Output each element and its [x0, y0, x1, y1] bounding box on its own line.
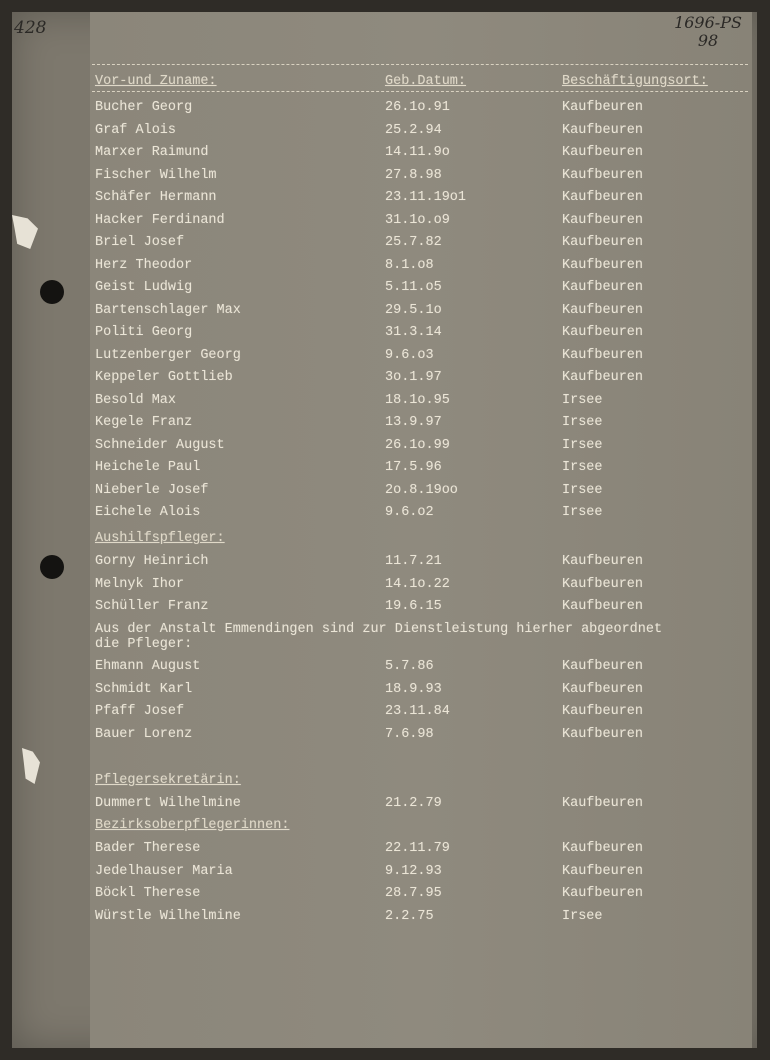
section-heading-pflegersekretaerin: Pflegersekretärin:: [95, 773, 241, 788]
person-name: Besold Max: [95, 392, 177, 408]
workplace: Kaufbeuren: [562, 235, 644, 250]
workplace: Kaufbeuren: [562, 576, 644, 592]
person-name: Politi Georg: [95, 325, 193, 340]
person-name: Kegele Franz: [95, 415, 193, 430]
workplace: Kaufbeuren: [562, 659, 644, 674]
person-name: Herz Theodor: [95, 257, 193, 273]
birth-date: 5.7.86: [385, 659, 434, 674]
birth-date: 31.3.14: [385, 325, 442, 340]
workplace: Kaufbeuren: [562, 212, 644, 228]
section-note-line-1: Aus der Anstalt Emmendingen sind zur Dienstleistung hierher abgeordnet: [95, 622, 663, 637]
workplace: Irsee: [562, 392, 603, 408]
birth-date: 25.2.94: [385, 122, 442, 138]
workplace: Kaufbeuren: [562, 704, 644, 719]
birth-date: 5.11.o5: [385, 280, 442, 295]
birth-date: 31.1o.o9: [385, 212, 450, 228]
workplace: Kaufbeuren: [562, 122, 644, 138]
birth-date: 17.5.96: [385, 460, 442, 475]
person-name: Fischer Wilhelm: [95, 167, 217, 183]
workplace: Irsee: [562, 482, 603, 498]
column-header-birthdate: Geb.Datum:: [385, 74, 467, 89]
birth-date: 18.9.93: [385, 681, 442, 697]
birth-date: 29.5.1o: [385, 302, 442, 318]
person-name: Gorny Heinrich: [95, 554, 209, 569]
birth-date: 25.7.82: [385, 235, 442, 250]
person-name: Briel Josef: [95, 235, 185, 250]
birth-date: 22.11.79: [385, 841, 450, 856]
section-note-line-2: die Pfleger:: [95, 637, 193, 652]
person-name: Lutzenberger Georg: [95, 347, 241, 363]
workplace: Kaufbeuren: [562, 886, 644, 901]
person-name: Keppeler Gottlieb: [95, 370, 233, 385]
birth-date: 14.11.9o: [385, 145, 450, 160]
section-heading-bezirksoberpflegerinnen: Bezirksoberpflegerinnen:: [95, 818, 290, 833]
birth-date: 2o.8.19oo: [385, 482, 458, 498]
birth-date: 14.1o.22: [385, 576, 450, 592]
column-header-name: Vor-und Zuname:: [95, 74, 217, 89]
workplace: Irsee: [562, 460, 603, 475]
header-rule-bottom: [92, 91, 748, 92]
birth-date: 18.1o.95: [385, 392, 450, 408]
workplace: Irsee: [562, 437, 603, 453]
birth-date: 8.1.o8: [385, 257, 434, 273]
workplace: Irsee: [562, 415, 603, 430]
person-name: Geist Ludwig: [95, 280, 193, 295]
birth-date: 9.6.o2: [385, 505, 434, 520]
workplace: Kaufbeuren: [562, 257, 644, 273]
person-name: Böckl Therese: [95, 886, 201, 901]
birth-date: 9.6.o3: [385, 347, 434, 363]
workplace: Kaufbeuren: [562, 681, 644, 697]
reference-line-2: 98: [697, 31, 719, 50]
workplace: Irsee: [562, 505, 603, 520]
header-rule-top: [92, 64, 748, 65]
workplace: Irsee: [562, 908, 603, 924]
birth-date: 23.11.19o1: [385, 190, 467, 205]
reference-annotation: [658, 14, 758, 50]
workplace: Kaufbeuren: [562, 599, 644, 614]
person-name: Schüller Franz: [95, 599, 209, 614]
workplace: Kaufbeuren: [562, 190, 644, 205]
birth-date: 7.6.98: [385, 726, 434, 742]
workplace: Kaufbeuren: [562, 280, 644, 295]
person-name: Bader Therese: [95, 841, 201, 856]
punch-hole-top: [40, 280, 64, 304]
birth-date: 3o.1.97: [385, 370, 442, 385]
workplace: Kaufbeuren: [562, 726, 644, 742]
person-name: Schneider August: [95, 437, 225, 453]
person-name: Heichele Paul: [95, 460, 201, 475]
workplace: Kaufbeuren: [562, 145, 644, 160]
person-name: Schäfer Hermann: [95, 190, 217, 205]
workplace: Kaufbeuren: [562, 554, 644, 569]
birth-date: 26.1o.91: [385, 100, 450, 115]
birth-date: 11.7.21: [385, 554, 442, 569]
person-name: Melnyk Ihor: [95, 576, 185, 592]
column-header-workplace: Beschäftigungsort:: [562, 74, 708, 89]
person-name: Graf Alois: [95, 122, 177, 138]
birth-date: 19.6.15: [385, 599, 442, 614]
workplace: Kaufbeuren: [562, 302, 644, 318]
person-name: Jedelhauser Maria: [95, 863, 233, 879]
birth-date: 26.1o.99: [385, 437, 450, 453]
person-name: Eichele Alois: [95, 505, 201, 520]
birth-date: 28.7.95: [385, 886, 442, 901]
person-name: Hacker Ferdinand: [95, 212, 225, 228]
birth-date: 27.8.98: [385, 167, 442, 183]
workplace: Kaufbeuren: [562, 100, 644, 115]
workplace: Kaufbeuren: [562, 370, 644, 385]
reference-line-1: 1696-PS: [674, 13, 742, 32]
person-name: Nieberle Josef: [95, 482, 209, 498]
birth-date: 21.2.79: [385, 796, 442, 811]
person-name: Bucher Georg: [95, 100, 193, 115]
person-name: Bauer Lorenz: [95, 726, 193, 742]
birth-date: 13.9.97: [385, 415, 442, 430]
workplace: Kaufbeuren: [562, 796, 644, 811]
birth-date: 9.12.93: [385, 863, 442, 879]
birth-date: 2.2.75: [385, 908, 434, 924]
workplace: Kaufbeuren: [562, 167, 644, 183]
workplace: Kaufbeuren: [562, 347, 644, 363]
birth-date: 23.11.84: [385, 704, 450, 719]
section-heading-aushilfspfleger: Aushilfspfleger:: [95, 531, 225, 546]
workplace: Kaufbeuren: [562, 325, 644, 340]
person-name: Bartenschlager Max: [95, 302, 241, 318]
person-name: Schmidt Karl: [95, 681, 193, 697]
workplace: Kaufbeuren: [562, 841, 644, 856]
person-name: Pfaff Josef: [95, 704, 185, 719]
punch-hole-bottom: [40, 555, 64, 579]
workplace: Kaufbeuren: [562, 863, 644, 879]
person-name: Dummert Wilhelmine: [95, 796, 241, 811]
person-name: Würstle Wilhelmine: [95, 908, 241, 924]
person-name: Ehmann August: [95, 659, 201, 674]
corner-annotation: 428: [14, 18, 47, 38]
person-name: Marxer Raimund: [95, 145, 209, 160]
